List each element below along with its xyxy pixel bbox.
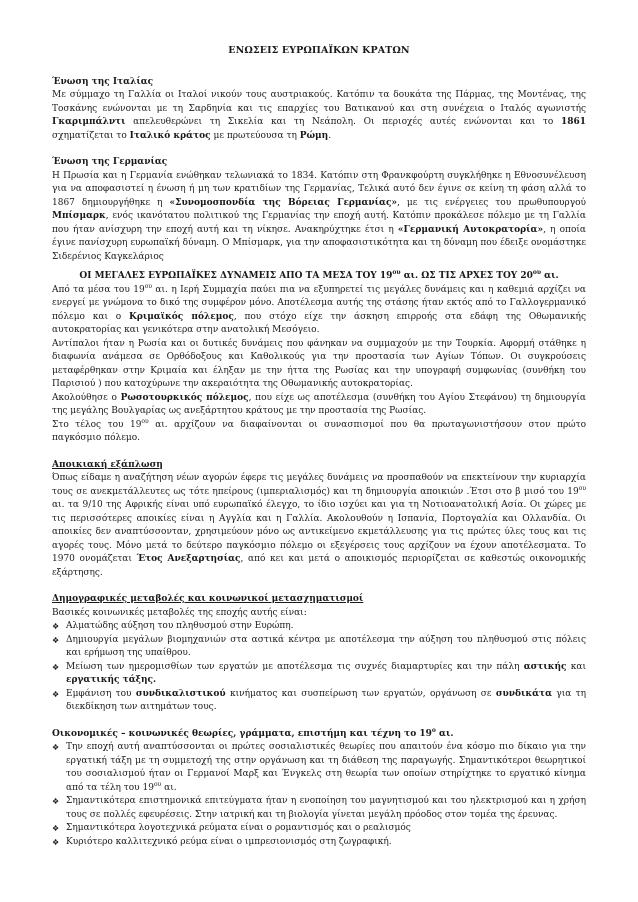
demographic-bullet-2: ❖ Δημιουργία μεγάλων βιομηχανιών στα αστικά κέντρα με αποτέλεσμα την αύξηση του πληθυσμού στις πόλεις και ερήμωση της υπαίθρου. [52,634,586,661]
powers-paragraph-3: Ακολούθησε ο Ρωσοτουρκικός πόλεμος, που είχε ως αποτέλεσμα (συνθήκη του Αγίου Στεφάνου) τη δημιουργία της μεγάλης Βουλγαρίας ως ανεξάρτητου κράτους με την προστασία της Ρωσίας. [52,392,586,416]
economic-bullet-1: ❖ Την εποχή αυτή αναπτύσσονται οι πρώτες σοσιαλιστικές θεωρίες που απαιτούν ένα κόσμο πιο δίκαιο για την εργατική τάξη με τη συμμετοχή της στην οργάνωση και τη διάθεση της παραγωγής. Σημαντικότεροι θεωρητικοί του σοσιαλισμού ήταν οι Γερμανοί Μαρξ και Ένγκελς στη θεωρία των οποίων στηρίχτηκε το εργατικό κίνημα από τα τέλη του $19^{o\upsilon}$ αι. [52,741,586,795]
powers-paragraph-4: Στο τέλος του $19^{o\upsilon}$ αι. αρχίζουν να διαφαίνονται οι συνασπισμοί που θα πρωταγωνιστήσουν στον πρώτο παγκόσμιο πόλεμο. [52,417,587,443]
demographic-bullet-4: ❖ Εμφάνιση του συνδικαλιστικού κινήματος και συσπείρωση των εργατών, οργάνωση σε συνδικάτα για τη διεκδίκηση των αιτημάτων τους. [52,688,586,715]
economic-bullet-2: ❖ Σημαντικότερα επιστημονικά επιτεύγματα ήταν η ενοποίηση του μαγνητισμού και του ηλεκτρισμού και η χρήση τους σε πολλές εφευρέσεις. Στην ιατρική και τη βιολογία γίνεται μεγάλη πρόοδος στον τομέα της έρευνας. [52,795,586,822]
powers-paragraph-1: Από τα μέσα του $19^{o\upsilon}$ αι. η Ιερή Συμμαχία παύει πια να εξυπηρετεί τις μεγάλες δυνάμεις και η καθεμιά αρχίζει να ενεργεί με γνώμονα το δικό της συμφέρον μόνο. Αποτέλεσμα αυτής της στάσης ήταν εκτός από το Γαλλογερμανικό πόλεμο και ο Κριμαϊκός πόλεμος, που στόχο είχε την άσκηση επιρροής στα εδάφη της Οθωμανικής αυτοκρατορίας και γενικότερα στην ανατολική Μεσόγειο. [52,282,586,335]
economic-bullet-4: ❖ Κυριότερο καλλιτεχνικό ρεύμα είναι ο ιμπρεσιονισμός στη ζωγραφική. [52,836,586,850]
italy-paragraph: Με σύμμαχο τη Γαλλία οι Ιταλοί νικούν τους αυστριακούς. Κατόπιν τα δουκάτα της Πάρμας, της Μοντένας, της Τοσκάνης ενώνονται με τη Σαρδηνία και τις επαρχίες του Βατικανού και στη συνέχεια ο Ιταλός αγωνιστής Γκαριμπάλντι απελευθερώνει τη Σικελία και τη Νεάπολη. Οι περιοχές αυτές ενώνονται και το 1861 σχηματίζεται το Ιταλικό κράτος με πρωτεύουσα τη Ρώμη. [52,90,586,141]
powers-paragraph-2: Αντίπαλοι ήταν η Ρωσία και οι δυτικές δυνάμεις που φάνηκαν να συμμαχούν με την Τουρκία. Αφορμή στάθηκε η διαφωνία ανάμεσα σε Ορθόδοξους και Καθολικούς για την προστασία των Αγίων Τόπων. Οι συγκρούσεις μεταφέρθηκαν στην Κριμαία και έληξαν με την ήττα της Ρωσίας και την υπογραφή συμφωνίας (συνθήκη του Παρισιού ) που κατοχύρωνε την ακεραιότητα της Οθωμανικής αυτοκρατορίας. [52,338,586,389]
germany-heading: Ένωση της Γερμανίας [52,157,168,167]
powers-heading: ΟΙ ΜΕΓΑΛΕΣ ΕΥΡΩΠΑΪΚΕΣ ΔΥΝΑΜΕΙΣ ΑΠΟ ΤΑ ΜΕΣΑ ΤΟΥ $19^{o\upsilon}$ αι. ΩΣ ΤΙΣ ΑΡΧΕΣ ΤΟΥ $20^{o\upsilon}$ αι. [79,269,559,281]
demographic-bullet-1: ❖ Αλματώδης αύξηση του πληθυσμού στην Ευρώπη. [52,620,586,634]
document-title: ΕΝΩΣΕΙΣ ΕΥΡΩΠΑΪΚΩΝ ΚΡΑΤΩΝ [228,45,410,56]
demographic-heading: Δημογραφικές μεταβολές και κοινωνικοί μετασχηματισμοί [52,594,364,604]
document-page [52,44,586,849]
colonial-paragraph: Όπως είδαμε η αναζήτηση νέων αγορών έφερε τις μεγάλες δυνάμεις να προσπαθούν να επεκτείνουν την κυριαρχία τους σε ανεκμετάλλευτες ως τότε ηπείρους (ιμπεριαλισμός) και τη δημιουργία αποικιών .Έτσι στο β μισό του $19^{o\upsilon}$ αι. τα 9/10 της Αφρικής είναι υπό ευρωπαϊκό έλεγχο, το ίδιο ισχύει και για τη Νοτιοανατολική Ασία. Οι χώρες με τις περισσότερες αποικίες είναι η Αγγλία και η Γαλλία. Ακολουθούν η Ισπανία, Πορτογαλία και Ολλανδία. Οι αποικίες δεν αναπτύσσονταν, χρησιμεύουν μόνο ως αντικείμενο εκμετάλλευσης για τις πρώτες ύλες τους και τις αγορές τους. Μόνο μετά το δεύτερο παγκόσμιο πόλεμο οι εξεγέρσεις τους αρχίζουν να έχουν αποτέλεσματα. Το 1970 ονομάζεται Έτος Ανεξαρτησίας, από κει και μετά ο αποικισμός περιορίζεται σε καθεστώς οικονομικής εξάρτησης. [52,473,586,578]
germany-paragraph: Η Πρωσία και η Γερμανία ενώθηκαν τελωνιακά το 1834. Κατόπιν στη Φρανκφούρτη συγκλήθηκε η Εθνοσυνέλευση για να αποφασιστεί η ένωση ή μη των κρατιδίων της Γερμανίας, Τελικά αυτό δεν έγινε σε κείνη τη φάση αλλά το 1867 δημιουργήθηκε η «Συνομοσπονδία της Βόρειας Γερμανίας», με τις ενέργειες του πρωθυπουργού Μπίσμαρκ, ενός ικανότατου πολιτικού της Γερμανίας την εποχή αυτή. Κατόπιν προκάλεσε πόλεμο με τη Γαλλία που ήταν ανίσχυρη την εποχή αυτή και τη νίκησε. Ανακηρύχτηκε έτσι η «Γερμανική Αυτοκρατορία», η οποία έγινε πανίσχυρη ευρωπαϊκή δύναμη. Ο Μπίσμαρκ, για την αποφασιστικότητα και τη δύναμη που έδειξε ονομάστηκε Σιδερένιος Καγκελάριος [52,170,586,262]
economic-bullet-3: ❖ Σημαντικότερα λογοτεχνικά ρεύματα είναι ο ρομαντισμός και ο ρεαλισμός [52,822,586,836]
demographic-intro: Βασικές κοινωνικές μεταβολές της εποχής αυτής είναι: [52,607,307,618]
italy-heading: Ένωση της Ιταλίας [52,76,154,87]
economic-heading: Οικονομικές – κοινωνικές θεωρίες, γράμματα, επιστήμη και τέχνη το $19^o$ αι. [52,726,454,739]
demographic-bullet-3: ❖ Μείωση των ημερομισθίων των εργατών με αποτέλεσμα τις συχνές διαμαρτυρίες και την πάλη αστικής και εργατικής τάξης. [52,661,586,688]
colonial-heading: Αποικιακή εξάπλωση [52,459,163,470]
